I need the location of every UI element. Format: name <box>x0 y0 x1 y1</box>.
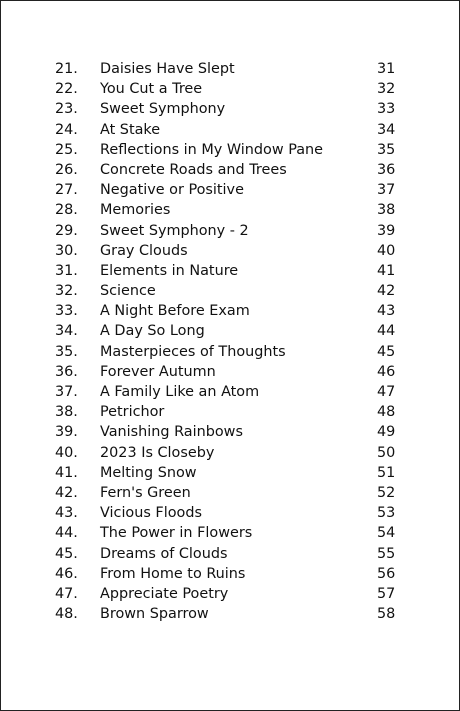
toc-entry-page-number: 52 <box>377 484 396 501</box>
toc-entry-page-number: 40 <box>377 242 396 259</box>
toc-entry-page-number: 33 <box>377 101 396 118</box>
toc-entry-title: Gray Clouds <box>100 242 188 259</box>
toc-entry-number: 46. <box>55 565 78 582</box>
toc-entry <box>1 221 459 241</box>
toc-entry-title: Appreciate Poetry <box>100 585 229 602</box>
toc-entry-number: 32. <box>55 283 78 300</box>
toc-entry-title: Fern's Green <box>100 484 191 501</box>
toc-entry <box>1 140 459 160</box>
toc-entry <box>1 463 459 483</box>
toc-entry-number: 24. <box>55 121 78 138</box>
toc-entry <box>1 443 459 463</box>
toc-entry-page-number: 58 <box>377 606 396 623</box>
toc-entry-number: 21. <box>55 61 78 77</box>
toc-entry-page-number: 47 <box>377 384 396 400</box>
toc-entry-number: 28. <box>55 202 78 219</box>
toc-entry-number: 41. <box>55 464 78 481</box>
toc-entry-page-number: 53 <box>377 505 396 522</box>
toc-entry-page-number: 50 <box>377 444 396 461</box>
toc-entry-page-number: 57 <box>377 585 396 602</box>
toc-entry-page-number: 54 <box>377 525 396 542</box>
toc-entry-number: 33. <box>55 303 78 320</box>
toc-entry <box>1 200 459 220</box>
toc-entry-title: Dreams of Clouds <box>100 545 228 562</box>
toc-entry-title: Sweet Symphony - 2 <box>100 222 249 239</box>
toc-entry-title: Melting Snow <box>100 464 197 481</box>
toc-entry <box>1 564 459 584</box>
toc-entry <box>1 160 459 180</box>
toc-entry-title: Brown Sparrow <box>100 606 209 623</box>
toc-entry-page-number: 55 <box>377 545 396 562</box>
toc-entry-number: 44. <box>55 525 78 542</box>
toc-entry-number: 23. <box>55 101 78 118</box>
toc-entry <box>1 180 459 200</box>
toc-entry <box>1 59 459 79</box>
toc-entry-number: 22. <box>55 81 78 98</box>
toc-entry-title: Daisies Have Slept <box>100 61 235 77</box>
toc-entry <box>1 99 459 119</box>
toc-entry-page-number: 48 <box>377 404 396 421</box>
toc-entry-title: Reflections in My Window Pane <box>100 141 324 158</box>
toc-entry-number: 26. <box>55 161 78 178</box>
toc-entry-title: Forever Autumn <box>100 363 216 380</box>
toc-entry-number: 48. <box>55 606 78 623</box>
toc-entry-number: 36. <box>55 363 78 380</box>
toc-entry-page-number: 39 <box>377 222 396 239</box>
toc-entry-page-number: 38 <box>377 202 396 219</box>
toc-entry-title: Concrete Roads and Trees <box>100 161 287 178</box>
toc-entry-number: 35. <box>55 343 78 360</box>
toc-entry-title: From Home to Ruins <box>100 565 246 582</box>
toc-entry-page-number: 44 <box>377 323 396 340</box>
toc-entry-title: You Cut a Tree <box>100 81 203 98</box>
toc-entry-number: 47. <box>55 585 78 602</box>
toc-entry-title: Elements in Nature <box>100 262 239 279</box>
toc-entry-title: Negative or Positive <box>100 182 244 199</box>
toc-entry-page-number: 46 <box>377 363 396 380</box>
toc-entry-page-number: 32 <box>377 81 396 98</box>
toc-entry-title: The Power in Flowers <box>100 525 253 542</box>
toc-entry <box>1 544 459 564</box>
toc-entry-number: 30. <box>55 242 78 259</box>
toc-entry-number: 37. <box>55 384 78 400</box>
toc-entry-title: At Stake <box>100 121 161 138</box>
toc-entry-title: Sweet Symphony <box>100 101 226 118</box>
table-of-contents <box>1 59 459 624</box>
toc-entry-page-number: 36 <box>377 161 396 178</box>
toc-entry-page-number: 31 <box>377 61 396 77</box>
toc-entry-number: 27. <box>55 182 78 199</box>
toc-entry-page-number: 42 <box>377 283 396 300</box>
toc-entry-title: A Family Like an Atom <box>100 384 260 400</box>
toc-entry <box>1 503 459 523</box>
toc-entry <box>1 362 459 382</box>
toc-entry-number: 25. <box>55 141 78 158</box>
toc-entry-page-number: 56 <box>377 565 396 582</box>
toc-entry-number: 40. <box>55 444 78 461</box>
toc-entry-title: A Night Before Exam <box>100 303 250 320</box>
toc-entry-number: 34. <box>55 323 78 340</box>
toc-entry <box>1 604 459 624</box>
toc-entry-number: 45. <box>55 545 78 562</box>
toc-entry <box>1 120 459 140</box>
toc-entry-number: 31. <box>55 262 78 279</box>
toc-entry <box>1 79 459 99</box>
toc-entry <box>1 402 459 422</box>
toc-entry-title: Petrichor <box>100 404 165 421</box>
toc-entry <box>1 342 459 362</box>
toc-entry-page-number: 37 <box>377 182 396 199</box>
toc-entry-number: 29. <box>55 222 78 239</box>
toc-entry-number: 38. <box>55 404 78 421</box>
toc-entry-title: Masterpieces of Thoughts <box>100 343 286 360</box>
toc-entry <box>1 584 459 604</box>
toc-entry <box>1 321 459 341</box>
toc-entry <box>1 483 459 503</box>
toc-entry <box>1 241 459 261</box>
toc-entry-title: Vanishing Rainbows <box>100 424 243 441</box>
toc-entry-title: A Day So Long <box>100 323 205 340</box>
toc-entry-page-number: 41 <box>377 262 396 279</box>
toc-entry-number: 39. <box>55 424 78 441</box>
toc-entry <box>1 523 459 543</box>
toc-entry-title: 2023 Is Closeby <box>100 444 215 461</box>
toc-entry <box>1 261 459 281</box>
toc-entry <box>1 281 459 301</box>
toc-entry <box>1 301 459 321</box>
toc-entry-page-number: 51 <box>377 464 396 481</box>
toc-entry <box>1 382 459 402</box>
toc-entry-page-number: 43 <box>377 303 396 320</box>
toc-entry-page-number: 35 <box>377 141 396 158</box>
toc-entry-title: Vicious Floods <box>100 505 202 522</box>
toc-entry <box>1 422 459 442</box>
toc-entry-number: 42. <box>55 484 78 501</box>
toc-entry-page-number: 34 <box>377 121 396 138</box>
toc-entry-page-number: 49 <box>377 424 396 441</box>
toc-entry-title: Memories <box>100 202 171 219</box>
toc-entry-page-number: 45 <box>377 343 396 360</box>
toc-entry-title: Science <box>100 283 156 300</box>
toc-entry-number: 43. <box>55 505 78 522</box>
